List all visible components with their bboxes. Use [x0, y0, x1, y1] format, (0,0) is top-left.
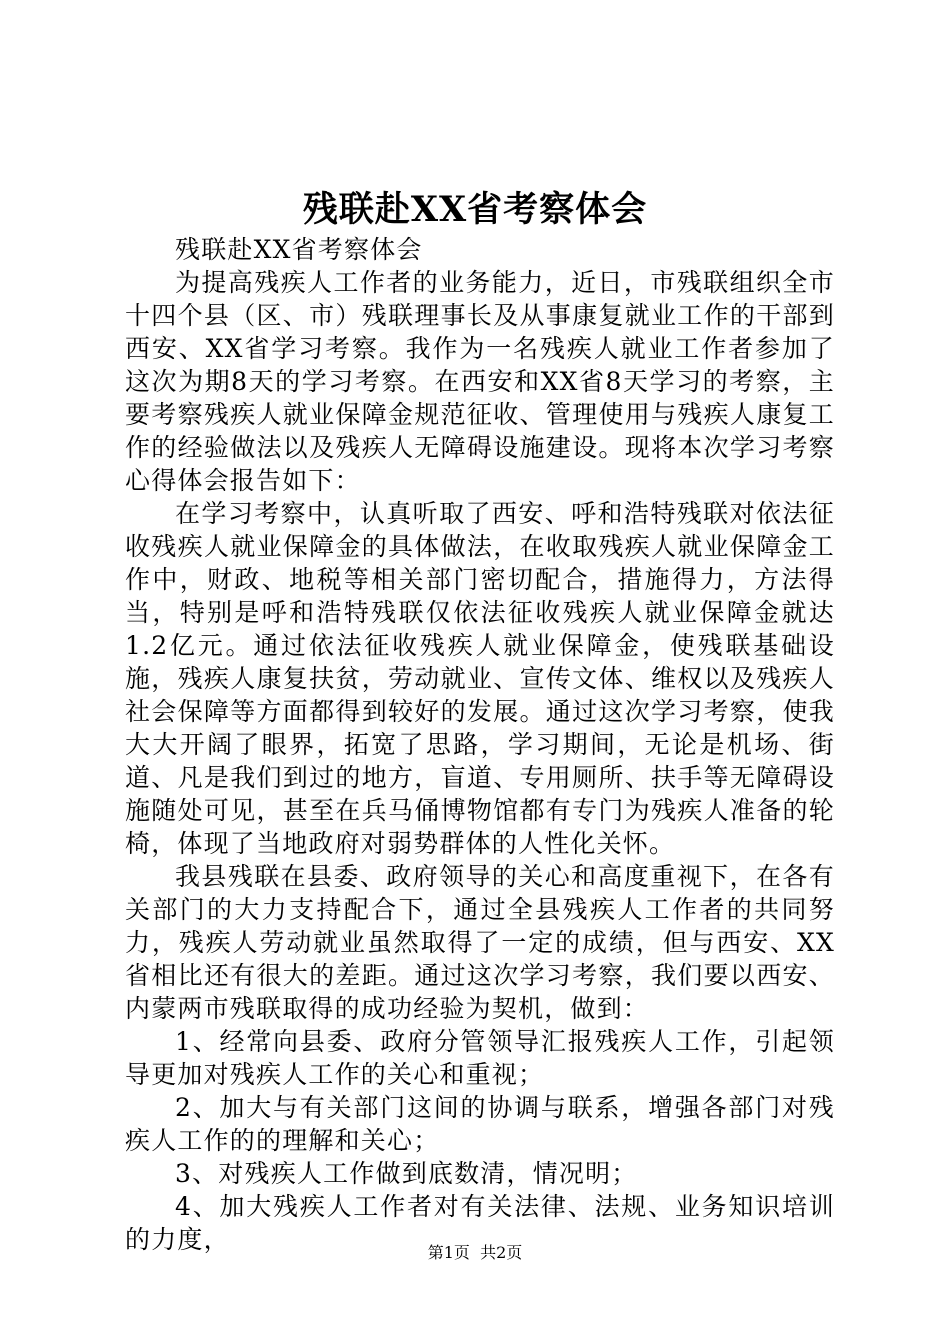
document-body — [125, 233, 835, 1256]
footer-spacer — [470, 1243, 480, 1262]
list-item-3: 3、对残疾人工作做到底数清，情况明； — [175, 1159, 638, 1188]
paragraph-subtitle: 残联赴XX省考察体会 — [175, 235, 423, 264]
page-title: 残联赴XX省考察体会 — [302, 189, 648, 230]
page-total: 共2页 — [480, 1243, 523, 1262]
page-number: 第1页 — [427, 1243, 470, 1262]
list-item-1: 1、经常向县委、政府分管领导汇报残疾人工作，引起领导更加对残疾人工作的关心和重视； — [125, 1027, 835, 1089]
paragraph-county-situation: 我县残联在县委、政府领导的关心和高度重视下，在各有关部门的大力支持配合下，通过全县残疾人工作者的共同努力，残疾人劳动就业虽然取得了一定的成绩，但与西安、XX省相比还有很大的差距。通过这次学习考察，我们要以西安、内蒙两市残联取得的成功经验为契机，做到： — [125, 862, 835, 1023]
list-item-2: 2、加大与有关部门这间的协调与联系，增强各部门对残疾人工作的的理解和关心； — [125, 1093, 835, 1155]
paragraph-study-findings: 在学习考察中，认真听取了西安、呼和浩特残联对依法征收残疾人就业保障金的具体做法，在收取残疾人就业保障金工作中，财政、地税等相关部门密切配合，措施得力，方法得当，特别是呼和浩特残联仅依法征收残疾人就业保障金就达1.2亿元。通过依法征收残疾人就业保障金，使残联基础设施，残疾人康复扶贫，劳动就业、宣传文体、维权以及残疾人社会保障等方面都得到较好的发展。通过这次学习考察，使我大大开阔了眼界，拓宽了思路，学习期间，无论是机场、街道、凡是我们到过的地方，盲道、专用厕所、扶手等无障碍设施随处可见，甚至在兵马俑博物馆都有专门为残疾人准备的轮椅，体现了当地政府对弱势群体的人性化关怀。 — [125, 499, 835, 858]
list-item-4: 4、加大残疾人工作者对有关法律、法规、业务知识培训的力度， — [125, 1192, 835, 1254]
page-footer — [0, 1242, 950, 1264]
paragraph-intro: 为提高残疾人工作者的业务能力，近日，市残联组织全市十四个县（区、市）残联理事长及从事康复就业工作的干部到西安、XX省学习考察。我作为一名残疾人就业工作者参加了这次为期8天的学习考察。在西安和XX省8天学习的考察，主要考察残疾人就业保障金规范征收、管理使用与残疾人康复工作的经验做法以及残疾人无障碍设施建设。现将本次学习考察心得体会报告如下： — [125, 268, 835, 495]
